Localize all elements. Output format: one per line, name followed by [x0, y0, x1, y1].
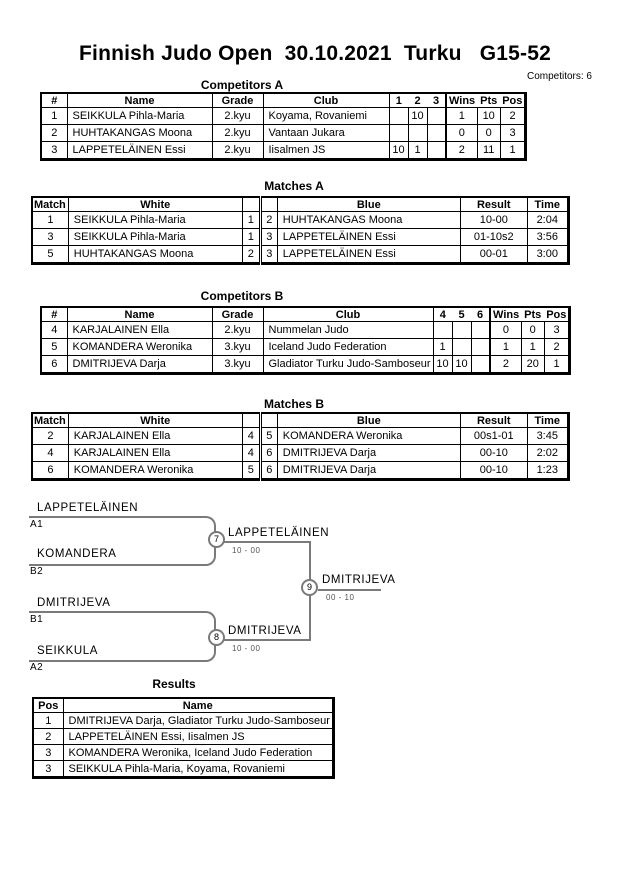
col-white-header: White [68, 413, 242, 428]
bracket-slot-name: LAPPETELÄINEN [37, 502, 139, 514]
col-club-header: Club [263, 93, 389, 108]
results-table [32, 697, 335, 779]
cell-pos: 1 [500, 142, 526, 160]
cell-name: DMITRIJEVA Darja, Gladiator Turku Judo-Samboseur [63, 713, 333, 729]
cell-grade: 2.kyu [212, 125, 263, 142]
cell-pts: 1 [521, 339, 544, 356]
cell-white-name: HUHTAKANGAS Moona [68, 246, 242, 264]
bracket-slot-name: SEIKKULA [37, 645, 99, 657]
cell-match-number: 6 [32, 462, 68, 480]
cell-club: Koyama, Rovaniemi [263, 108, 389, 125]
cell-score3 [427, 125, 446, 142]
cell-white-number: 1 [242, 212, 260, 229]
cell-pts: 20 [521, 356, 544, 374]
cell-blue-name: DMITRIJEVA Darja [277, 445, 460, 462]
cell-result: 00s1-01 [460, 428, 527, 445]
bracket-winner-name: DMITRIJEVA [228, 625, 302, 637]
match-row [32, 229, 568, 246]
bracket-pair-connector [29, 516, 216, 566]
col-score6-header: 6 [471, 307, 490, 322]
col-match-header: Match [32, 197, 68, 212]
col-wins-header: Wins [446, 93, 477, 108]
col-blue-num-header [260, 197, 277, 212]
cell-time: 3:45 [527, 428, 568, 445]
cell-score5: 10 [452, 356, 471, 374]
bracket-winner-name: DMITRIJEVA [322, 574, 396, 586]
cell-score5 [452, 339, 471, 356]
col-blue-header: Blue [277, 197, 460, 212]
col-name-header: Name [67, 307, 212, 322]
cell-wins: 1 [490, 339, 521, 356]
cell-white-name: KARJALAINEN Ella [68, 445, 242, 462]
cell-pos: 1 [33, 713, 63, 729]
col-grade-header: Grade [212, 93, 263, 108]
cell-club: Iceland Judo Federation [263, 339, 433, 356]
cell-result: 01-10s2 [460, 229, 527, 246]
col-white-num-header [242, 413, 260, 428]
cell-name: SEIKKULA Pihla-Maria, Koyama, Rovaniemi [63, 761, 333, 778]
cell-name: DMITRIJEVA Darja [67, 356, 212, 374]
cell-score2: 1 [408, 142, 427, 160]
cell-wins: 0 [490, 322, 521, 339]
col-name-header: Name [63, 698, 333, 713]
cell-grade: 3.kyu [212, 339, 263, 356]
cell-pos: 3 [544, 322, 570, 339]
col-result-header: Result [460, 197, 527, 212]
matches-a-header-row [32, 197, 568, 212]
section-title-competitors-b: Competitors B [200, 289, 284, 303]
col-pos-header: Pos [33, 698, 63, 713]
cell-blue-name: LAPPETELÄINEN Essi [277, 246, 460, 264]
page-title: Finnish Judo Open 30.10.2021 Turku G15-52 [79, 42, 551, 65]
match-row [32, 428, 568, 445]
cell-blue-number: 6 [260, 462, 277, 480]
cell-white-number: 1 [242, 229, 260, 246]
cell-name: KARJALAINEN Ella [67, 322, 212, 339]
cell-pos: 2 [544, 339, 570, 356]
cell-wins: 1 [446, 108, 477, 125]
bracket-winner-line [224, 639, 310, 641]
match-row [32, 462, 568, 480]
cell-result: 00-10 [460, 462, 527, 480]
competitor-row [41, 356, 570, 374]
col-pos-header: Pos [544, 307, 570, 322]
competitor-row [41, 339, 570, 356]
col-score1-header: 1 [389, 93, 408, 108]
cell-blue-number: 3 [260, 246, 277, 264]
cell-match-number: 2 [32, 428, 68, 445]
cell-number: 4 [41, 322, 67, 339]
bracket-match-circle: 9 [301, 579, 318, 596]
col-name-header: Name [67, 93, 212, 108]
cell-white-number: 2 [242, 246, 260, 264]
cell-pts: 11 [477, 142, 500, 160]
cell-number: 3 [41, 142, 67, 160]
bracket-winner-line [224, 541, 310, 543]
cell-score2 [408, 125, 427, 142]
competitors-a-header-row [41, 93, 526, 108]
cell-pts: 0 [477, 125, 500, 142]
cell-blue-number: 6 [260, 445, 277, 462]
bracket-slot-seed: B1 [30, 614, 44, 625]
section-title-competitors-a: Competitors A [200, 78, 284, 92]
cell-name: KOMANDERA Weronika, Iceland Judo Federation [63, 745, 333, 761]
match-row [32, 212, 568, 229]
cell-name: HUHTAKANGAS Moona [67, 125, 212, 142]
col-white-num-header [242, 197, 260, 212]
cell-score2: 10 [408, 108, 427, 125]
bracket-match-score: 10 - 00 [232, 546, 261, 555]
competitors-b-table [40, 306, 571, 375]
competitor-row [41, 108, 526, 125]
bracket-slot-seed: A1 [30, 519, 44, 530]
col-pos-header: Pos [500, 93, 526, 108]
results-header-row [33, 698, 333, 713]
competitors-b-header-row [41, 307, 570, 322]
cell-score6 [471, 339, 490, 356]
col-score5-header: 5 [452, 307, 471, 322]
cell-pos: 2 [500, 108, 526, 125]
cell-blue-number: 2 [260, 212, 277, 229]
col-blue-header: Blue [277, 413, 460, 428]
cell-wins: 2 [446, 142, 477, 160]
cell-score4: 1 [433, 339, 452, 356]
cell-white-number: 4 [242, 428, 260, 445]
bracket-slot-seed: B2 [30, 566, 44, 577]
cell-pos: 3 [33, 761, 63, 778]
cell-score1 [389, 108, 408, 125]
match-row [32, 445, 568, 462]
cell-club: Nummelan Judo [263, 322, 433, 339]
section-title-matches-a: Matches A [264, 179, 324, 193]
competitor-row [41, 125, 526, 142]
bracket-slot-name: DMITRIJEVA [37, 597, 111, 609]
bracket-match-score: 10 - 00 [232, 644, 261, 653]
cell-name: LAPPETELÄINEN Essi [67, 142, 212, 160]
cell-pos: 1 [544, 356, 570, 374]
cell-white-number: 5 [242, 462, 260, 480]
cell-name: SEIKKULA Pihla-Maria [67, 108, 212, 125]
cell-time: 3:00 [527, 246, 568, 264]
col-time-header: Time [527, 413, 568, 428]
cell-blue-name: LAPPETELÄINEN Essi [277, 229, 460, 246]
col-time-header: Time [527, 197, 568, 212]
cell-wins: 0 [446, 125, 477, 142]
cell-name: LAPPETELÄINEN Essi, Iisalmen JS [63, 729, 333, 745]
cell-result: 10-00 [460, 212, 527, 229]
result-row [33, 761, 333, 778]
bracket-pair-connector [29, 611, 216, 662]
matches-a-table [31, 196, 570, 265]
col-score3-header: 3 [427, 93, 446, 108]
cell-number: 1 [41, 108, 67, 125]
cell-result: 00-01 [460, 246, 527, 264]
cell-blue-name: DMITRIJEVA Darja [277, 462, 460, 480]
cell-grade: 3.kyu [212, 356, 263, 374]
result-row [33, 713, 333, 729]
bracket-match-circle: 7 [208, 531, 225, 548]
cell-match-number: 3 [32, 229, 68, 246]
cell-score3 [427, 108, 446, 125]
competitors-a-table [40, 92, 527, 161]
cell-number: 5 [41, 339, 67, 356]
cell-score4: 10 [433, 356, 452, 374]
result-row [33, 729, 333, 745]
cell-result: 00-10 [460, 445, 527, 462]
cell-name: KOMANDERA Weronika [67, 339, 212, 356]
cell-white-name: KOMANDERA Weronika [68, 462, 242, 480]
cell-pts: 10 [477, 108, 500, 125]
cell-score1 [389, 125, 408, 142]
cell-match-number: 4 [32, 445, 68, 462]
competitors-count-label: Competitors: 6 [526, 71, 592, 82]
competitor-row [41, 322, 570, 339]
cell-pos: 3 [33, 745, 63, 761]
cell-white-number: 4 [242, 445, 260, 462]
cell-wins: 2 [490, 356, 521, 374]
col-pts-header: Pts [477, 93, 500, 108]
cell-club: Vantaan Jukara [263, 125, 389, 142]
cell-score1: 10 [389, 142, 408, 160]
col-white-header: White [68, 197, 242, 212]
cell-match-number: 5 [32, 246, 68, 264]
cell-score4 [433, 322, 452, 339]
matches-b-header-row [32, 413, 568, 428]
col-number-header: # [41, 93, 67, 108]
cell-grade: 2.kyu [212, 108, 263, 125]
bracket-winner-line [318, 589, 381, 591]
cell-pts: 0 [521, 322, 544, 339]
matches-b-table [31, 412, 570, 481]
cell-white-name: KARJALAINEN Ella [68, 428, 242, 445]
cell-time: 2:02 [527, 445, 568, 462]
cell-blue-name: KOMANDERA Weronika [277, 428, 460, 445]
cell-score6 [471, 356, 490, 374]
cell-blue-name: HUHTAKANGAS Moona [277, 212, 460, 229]
col-match-header: Match [32, 413, 68, 428]
col-wins-header: Wins [490, 307, 521, 322]
col-score4-header: 4 [433, 307, 452, 322]
bracket-match-circle: 8 [208, 629, 225, 646]
col-pts-header: Pts [521, 307, 544, 322]
section-title-results: Results [152, 677, 196, 691]
col-result-header: Result [460, 413, 527, 428]
col-score2-header: 2 [408, 93, 427, 108]
cell-score3 [427, 142, 446, 160]
cell-white-name: SEIKKULA Pihla-Maria [68, 229, 242, 246]
cell-score5 [452, 322, 471, 339]
bracket-slot-name: KOMANDERA [37, 548, 117, 560]
cell-blue-number: 5 [260, 428, 277, 445]
cell-number: 6 [41, 356, 67, 374]
cell-match-number: 1 [32, 212, 68, 229]
result-row [33, 745, 333, 761]
col-blue-num-header [260, 413, 277, 428]
cell-number: 2 [41, 125, 67, 142]
bracket-winner-name: LAPPETELÄINEN [228, 527, 330, 539]
cell-pos: 2 [33, 729, 63, 745]
cell-pos: 3 [500, 125, 526, 142]
match-row [32, 246, 568, 264]
cell-club: Iisalmen JS [263, 142, 389, 160]
bracket-slot-seed: A2 [30, 662, 44, 673]
cell-score6 [471, 322, 490, 339]
cell-grade: 2.kyu [212, 142, 263, 160]
cell-time: 1:23 [527, 462, 568, 480]
col-grade-header: Grade [212, 307, 263, 322]
cell-time: 3:56 [527, 229, 568, 246]
competitor-row [41, 142, 526, 160]
bracket-match-score: 00 - 10 [326, 593, 355, 602]
cell-club-overflowing: Gladiator Turku Judo-Samboseur [263, 356, 433, 374]
col-number-header: # [41, 307, 67, 322]
col-club-header: Club [263, 307, 433, 322]
cell-blue-number: 3 [260, 229, 277, 246]
section-title-matches-b: Matches B [263, 397, 325, 411]
cell-time: 2:04 [527, 212, 568, 229]
cell-grade: 2.kyu [212, 322, 263, 339]
cell-white-name: SEIKKULA Pihla-Maria [68, 212, 242, 229]
